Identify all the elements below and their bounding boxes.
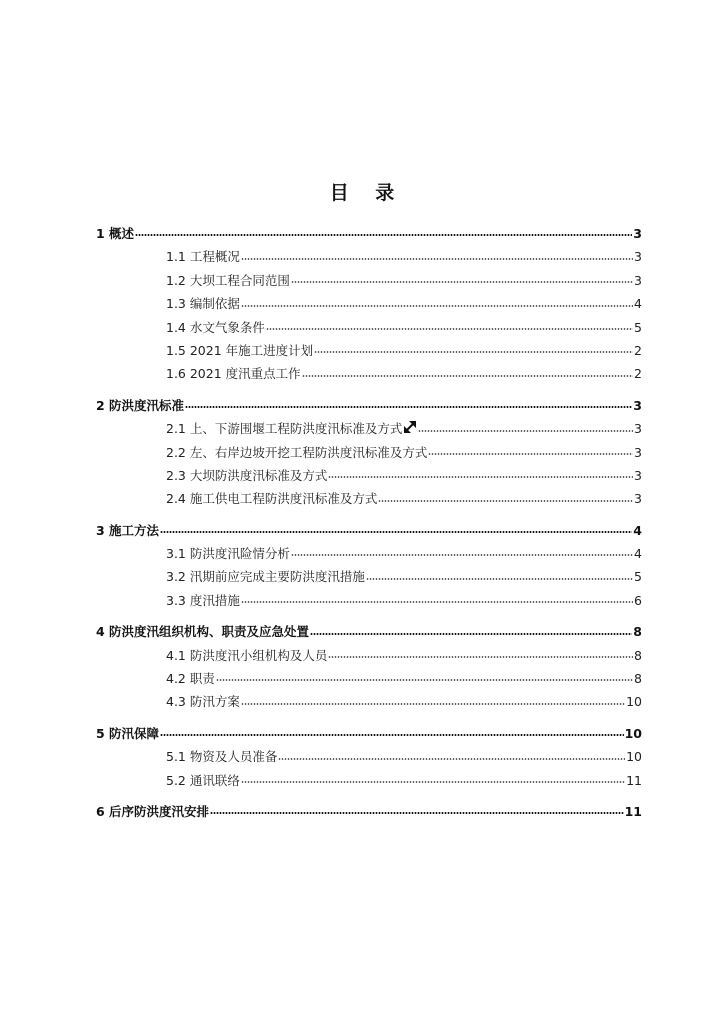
toc-entry-text: 3.2 汛期前应完成主要防洪度汛措施 <box>166 569 365 585</box>
toc-dot-leader <box>241 781 625 783</box>
toc-chapter-entry[interactable] <box>96 800 642 823</box>
toc-dot-leader <box>291 554 633 556</box>
toc-section-entry[interactable] <box>96 417 642 440</box>
toc-entry-text: 4.3 防汛方案 <box>166 694 240 710</box>
toc-page-number: 3 <box>634 444 642 460</box>
toc-entry-label <box>166 745 277 768</box>
toc-dot-leader <box>266 328 633 330</box>
toc-entry-text: 1.6 2021 度汛重点工作 <box>166 366 301 382</box>
toc-chapter-entry[interactable] <box>96 394 642 417</box>
toc-dot-leader <box>241 601 633 603</box>
toc-entry-label <box>166 589 240 612</box>
toc-section-entry[interactable] <box>96 441 642 464</box>
toc-chapter-entry[interactable] <box>96 722 642 745</box>
toc-entry-label <box>166 487 377 510</box>
toc-entry-label <box>166 362 301 385</box>
toc-entry-text: 1.3 编制依据 <box>166 296 240 312</box>
toc-section-entry[interactable] <box>96 745 642 768</box>
toc-section-entry[interactable] <box>96 269 642 292</box>
toc-entry-text: 1.4 水文气象条件 <box>166 319 265 335</box>
toc-entry-label <box>96 800 209 823</box>
toc-entry-label <box>166 464 327 487</box>
toc-entry-label <box>96 394 184 417</box>
toc-entry-label <box>166 769 240 792</box>
toc-entry-text: 6 后序防洪度汛安排 <box>96 803 210 819</box>
toc-entry-text: 4 防洪度汛组织机构、职责及应急处置 <box>96 624 310 640</box>
toc-entry-label <box>96 722 159 745</box>
toc-dot-leader <box>241 305 633 307</box>
toc-page-number: 8 <box>633 624 642 640</box>
toc-section-entry[interactable] <box>96 487 642 510</box>
page-title: 目 录 <box>329 182 405 204</box>
toc-entry-text: 5 防汛保障 <box>96 725 160 741</box>
toc-section-entry[interactable] <box>96 769 642 792</box>
toc-entry-label <box>166 644 327 667</box>
toc-dot-leader <box>378 500 633 502</box>
toc-page-number: 4 <box>634 546 642 562</box>
toc-page-number: 2 <box>634 366 642 382</box>
toc-dot-leader <box>328 476 633 478</box>
toc-entry-text: 5.2 通讯联络 <box>166 772 240 788</box>
toc-entry-text: 2.2 左、右岸边坡开挖工程防洪度汛标准及方式 <box>166 444 428 460</box>
toc-section-entry[interactable] <box>96 464 642 487</box>
toc-chapter-entry[interactable] <box>96 519 642 542</box>
toc-dot-leader <box>418 430 633 432</box>
toc-page-number: 8 <box>634 671 642 687</box>
toc-dot-leader <box>328 656 633 658</box>
toc-page-number: 5 <box>634 569 642 585</box>
toc-entry-label <box>96 222 134 245</box>
toc-dot-leader <box>241 258 633 260</box>
toc-entry-label <box>166 316 265 339</box>
toc-dot-leader <box>216 679 633 681</box>
toc-section-entry[interactable] <box>96 292 642 315</box>
toc-entry-label <box>166 269 290 292</box>
toc-entry-label <box>166 292 240 315</box>
toc-entry-text: 1.1 工程概况 <box>166 249 240 265</box>
toc-dot-leader <box>241 703 625 705</box>
toc-chapter-entry[interactable] <box>96 222 642 245</box>
toc-entry-text: 2.4 施工供电工程防洪度汛标准及方式 <box>166 491 378 507</box>
toc-entry-label <box>166 542 290 565</box>
toc-dot-leader <box>278 758 625 760</box>
toc-chapter-entry[interactable] <box>96 620 642 643</box>
toc-section-entry[interactable] <box>96 667 642 690</box>
toc-entry-label <box>166 441 427 464</box>
toc-entry-label <box>96 620 309 643</box>
toc-entry-label <box>166 339 313 362</box>
toc-entry-label <box>166 245 240 268</box>
toc-page-number: 2 <box>634 342 642 358</box>
toc-dot-leader <box>135 234 632 236</box>
toc-section-entry[interactable] <box>96 316 642 339</box>
toc-page-number: 4 <box>633 522 642 538</box>
toc-dot-leader <box>160 531 632 533</box>
toc-page-number: 5 <box>634 319 642 335</box>
toc-entry-label <box>166 565 365 588</box>
toc-page-number: 6 <box>634 592 642 608</box>
toc-entry-text: 4.2 职责 <box>166 671 215 687</box>
toc-page-number: 11 <box>624 803 642 819</box>
toc-section-entry[interactable] <box>96 542 642 565</box>
toc-page-number: 10 <box>624 725 642 741</box>
toc-section-entry[interactable] <box>96 589 642 612</box>
toc-entry-text: 1.2 大坝工程合同范围 <box>166 272 290 288</box>
toc-page-number: 10 <box>626 694 642 710</box>
toc-page-number: 11 <box>626 772 642 788</box>
toc-entry-text: 2.1 上、下游围堰工程防洪度汛标准及方式 <box>166 421 403 437</box>
toc-entry-text: 2.3 大坝防洪度汛标准及方式 <box>166 467 328 483</box>
toc-dot-leader <box>302 375 633 377</box>
toc-page-number: 3 <box>634 249 642 265</box>
toc-page-number: 3 <box>634 491 642 507</box>
toc-page-number: 3 <box>634 421 642 437</box>
toc-entry-text: 3.3 度汛措施 <box>166 592 240 608</box>
table-of-contents <box>96 222 642 823</box>
toc-page-number: 3 <box>634 467 642 483</box>
toc-dot-leader <box>160 734 624 736</box>
toc-section-entry[interactable] <box>96 690 642 713</box>
toc-section-entry[interactable] <box>96 245 642 268</box>
toc-dot-leader <box>210 812 624 814</box>
toc-dot-leader <box>366 578 633 580</box>
external-link-icon[interactable] <box>403 418 417 432</box>
toc-page-number: 3 <box>633 226 642 241</box>
toc-entry-text: 1.5 2021 年施工进度计划 <box>166 342 314 358</box>
toc-entry-label <box>96 519 159 542</box>
toc-dot-leader <box>291 281 633 283</box>
toc-entry-label <box>166 417 417 440</box>
toc-section-entry[interactable] <box>96 362 642 385</box>
toc-entry-text: 5.1 物资及人员准备 <box>166 749 278 765</box>
toc-page-number: 3 <box>633 397 642 413</box>
toc-page-number: 8 <box>634 647 642 663</box>
toc-dot-leader <box>185 406 632 408</box>
toc-section-entry[interactable] <box>96 339 642 362</box>
toc-page-number: 4 <box>634 296 642 312</box>
toc-page-number: 3 <box>634 272 642 288</box>
toc-entry-text: 3 施工方法 <box>96 522 160 538</box>
toc-section-entry[interactable] <box>96 565 642 588</box>
toc-entry-text: 2 防洪度汛标准 <box>96 397 185 413</box>
toc-entry-label <box>166 690 240 713</box>
toc-entry-text: 3.1 防洪度汛险情分析 <box>166 546 290 562</box>
toc-entry-text: 1 概述 <box>96 226 135 241</box>
toc-dot-leader <box>310 633 632 635</box>
toc-entry-text: 4.1 防洪度汛小组机构及人员 <box>166 647 328 663</box>
toc-dot-leader <box>314 351 633 353</box>
toc-section-entry[interactable] <box>96 644 642 667</box>
toc-page-number: 10 <box>626 749 642 765</box>
toc-entry-label <box>166 667 215 690</box>
toc-dot-leader <box>428 453 633 455</box>
